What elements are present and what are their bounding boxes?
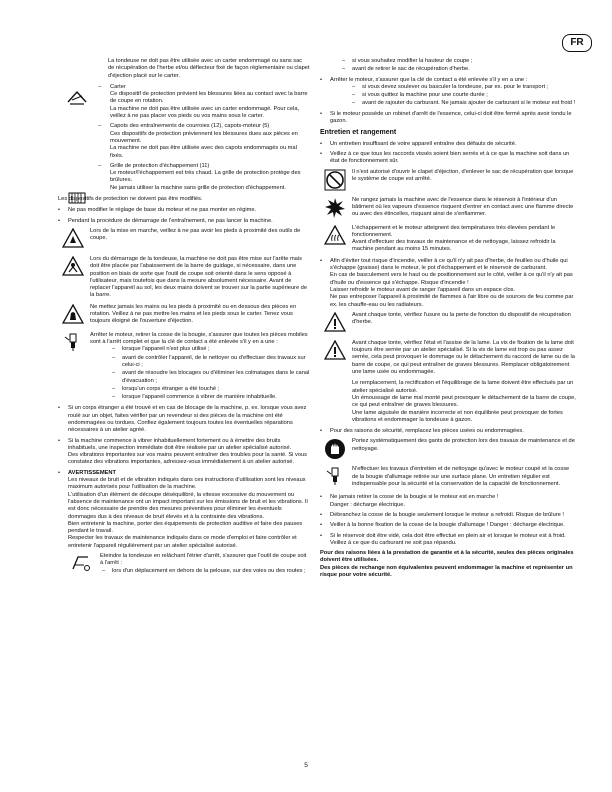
icon-block-blade: Avant chaque tonte, vérifiez l'état et l'assise de la lame. La vis de fixation de la lame doit toujours être serrée par un atelier spécialisé. Si la vis de lame est trop ou pas assez serrée, cela peut provoquer le dommage ou le détachement du raccord de lame ou de la barre de coupe, ce qui peut entraîner de graves blessures. Remplacer obligatoirement une lame usée ou endommagée. [320,340,576,376]
no-open-flap-icon [324,169,346,189]
caution-icon [324,340,346,360]
foot-warning-icon [62,228,84,248]
guard-item-carter: – Carter Ce dispositif de protection prévient les blessures liées au contact avec la barre de coupe en rotation. La machine ne doit pas être utilisée avec un carter endommagé. Pour cela, veillez à ne pas placer vos pieds ou vos mains sous le carter. [98,83,308,120]
bullet-plug-cool: • Débranchez la cosse de la bougie seulement lorsque le moteur a refroidi. Risque de brûlure ! [320,511,564,518]
warning-feet-block: Lors de la mise en marche, veillez à ne pas avoir les pieds à proximité des outils de coupe. [58,228,310,252]
hand-warning-icon [62,304,84,324]
top-dash-item: – si vous souhaitez modifier la hauteur de coupe ; [342,58,473,64]
bullet-engine-setting: • Ne pas modifier le réglage de base du moteur et ne pas monter en régime. [58,207,257,214]
spark-plug-icon [324,466,346,486]
explosion-icon [324,197,346,217]
top-dash-item: – avant de retirer le sac de récupération d'herbe. [342,66,470,73]
guard-item-belt-covers: – Capots des entraînements de courroies (12), capots-moteur (5) Ces dispositifs de protection préviennent les blessures dues aux pièces en mouvement. La machine ne doit pas être utilisée avec des capots endommagés ou mal fixés. [98,123,298,159]
bullet-stop-engine: • Arrêter le moteur, s'assurer que la clé de contact a été enlevée s'il y en a une : – si vous devez soulever ou basculer la tondeuse, par ex. pour le transport ; – si vous quittez la machine pour une courte durée ; – avant de rajouter du carburant. Ne jamais ajouter de carburant si le moteur est froid ! [320,76,576,107]
icon-block-grass-catcher: Avant chaque tonte, vérifiez l'usure ou la perte de fonction du dispositif de récupération d'herbe. [320,312,576,336]
icon-block-gloves: Portez systématiquement des gants de protection lors des travaux de maintenance et de nettoyage. [320,438,576,462]
section-title-maintenance: Entretien et rangement [320,129,397,137]
right-column [320,58,576,579]
icon-block-hot: L'échappement et le moteur atteignent des températures très élevées pendant le fonctionnement. Avant d'effectuer des travaux de maintenance et de nettoyage, laissez refroidir la machine pendant au moins 15 minutes. [320,225,576,254]
lever-dash-item: – lors d'un déplacement en dehors de la pelouse, sur des voies ou des routes ; [102,567,306,574]
guard-item-exhaust-grille: – Grille de protection d'échappement (11) Le moteur/l'échappement est très chaud. La grille de protection protège des brûlures. Ne jamais utiliser la machine sans grille de protection d'échappement. [98,162,301,191]
stop-dash-item: – avant de contrôler l'appareil, de le nettoyer ou d'effectuer des travaux sur celui-ci ; [112,354,306,368]
bullet-tank-empty: • Si le réservoir doit être vidé, cela doit être effectué en plein air et lorsque le moteur est à froid. Veillez à ce que du carburant ne soit pas répandu. [320,532,566,546]
intro-text: La tondeuse ne doit pas être utilisée avec un carter endommagé ou sans sac de récupération de l'herbe et/ou déflecteur fixé de façon réglementaire ou clapet d'éjection placé sur le carter. [108,58,310,79]
stop-lever-icon [70,553,92,573]
gloves-icon [324,438,346,458]
guards-note: Les dispositifs de protection ne doivent pas être modifiés. [58,196,203,203]
stop-dash-item: – avant de rajouter du carburant. Ne jamais ajouter de carburant si le moteur est froid ! [352,100,576,107]
bullet-maint: • Un entretien insuffisant de votre appareil entraîne des défauts de sécurité. [320,140,517,147]
hot-surface-icon [324,225,346,245]
warning-start-block: Lors du démarrage de la tondeuse, la machine ne doit pas être mise sur l'arête mais doit être placée par l'abaissement de la barre de guidage, si nécessaire, dans une position en biais de sorte que l'outil de coupe soit orienté dans le sens opposé à l'utilisateur, mais toutefois que dans la mesure absolument nécessaire. Avant de replacer l'appareil au sol, les deux mains doivent se trouver sur la partie supérieure de la barre. [58,256,310,300]
bullet-fire-risk: • Afin d'éviter tout risque d'incendie, veiller à ce qu'il n'y ait pas d'herbe, de feuilles ou d'huile qui s'échappe (graisse) dans le moteur, le pot d'échappement et le réservoir de carburant. En cas de basculement vers le haut ou de positionnement sur le côté, veiller à ce qu'il n'y ait pas d'huile ou d'essence qui s'échappe. Risque d'incendie ! Laisser refroidir le moteur avant de ranger l'appareil dans un espace clos. Ne pas entreposer l'appareil à proximité de flammes à l'air libre ou de sources de feu comme par ex. les chauffe-eau ou les radiateurs. [320,257,574,308]
blade-note: Le remplacement, la rectification et l'équilibrage de la lame doivent être effectués par un atelier spécialisé autorisé. Un émoussage de lame mal monté peut provoquer le détachement de la barre de coupe, ce qui peut entraîner de graves blessures. Une lame aiguisée de manière incorrecte et non équilibrée peut provoquer de fortes vibrations et endommager la tondeuse à gazon. [352,380,576,423]
bullet-plug-fixed: • Veiller à la bonne fixation de la cosse de la bougie d'allumage ! Danger : décharge électrique. [320,522,565,529]
icon-block-discharge: Il n'est autorisé d'ouvrir le clapet d'éjection, d'enlever le sac de récupération que lorsque le système de coupe est arrêté. [320,169,576,193]
guard-block [58,84,310,192]
stop-dash-item: – lorsque l'appareil commence à vibrer de manière inhabituelle. [112,394,277,401]
spark-plug-icon [62,332,84,352]
stop-dash-item: – lorsque l'appareil n'est plus utilisé ; [112,346,210,353]
warning-hands-block: Ne mettez jamais les mains ou les pieds à proximité ou en dessous des pièces en rotation. Veillez à ne pas mettre les mains et les pieds sous le carter. Tenez vous toujours éloigné de l'ouverture d'éjection. [58,304,310,328]
original-parts-note: Pour des raisons liées à la prestation de garantie et à la sécurité, seules des pièces originales doivent être utilisées. Des pièces de rechange non équivalentes peuvent endommager la machine et représenter un risque pour votre sécurité. [320,550,574,579]
stop-dash-item: – lorsqu'un corps étranger a été touché ; [112,385,220,392]
bullet-vibration: • Si la machine commence à vibrer inhabituellement fortement ou à émettre des bruits inhabituels, une inspection immédiate doit être réalisée par un atelier spécialisé autorisé. Des vibrations importantes sur vos mains peuvent entraîner des troubles pour la santé. Si vous constatez des vibrations importantes, adressez-vous immédiatement à un atelier autorisé. [58,437,307,466]
icon-block-storage: Ne rangez jamais la machine avec de l'essence dans le réservoir à l'intérieur d'un bâtiment où les vapeurs d'essence risquent d'entrer en contact avec une flamme directe ou avec des étincelles, risquant ainsi de s'enflammer. [320,197,576,221]
caution-icon [324,312,346,332]
bullet-foreign-body: • Si un corps étranger a été trouvé et en cas de blocage de la machine, p. ex. lorsque vous avez roulé sur un objet, faites vérifier par un revendeur si des pièces de la machine ont été endommagées ou tordues. Confiez également toujours toutes les éventuelles réparations nécessaires à un atelier agréé. [58,405,307,434]
icon-block-spark-plug: N'effectuer les travaux d'entretien et de nettoyage qu'avec le moteur coupé et la cosse de la bougie d'allumage retirée sur une surface plane. Un entretien régulier est indispensable pour la sécurité et la conservation de la capacité de fonctionnement. [320,466,576,490]
bullet-worn-parts: • Pour des raisons de sécurité, remplacez les pièces usées ou endommagées. [320,428,524,435]
mower-tilt-icon [62,256,84,276]
bullet-warning: • AVERTISSEMENT Les niveaux de bruit et de vibration indiqués dans ces instructions d'utilisation sont les niveaux maximum autorisés pour l'utilisation de la machine. L'utilisation d'un élément de découpe déséquilibré, la vitesse excessive du mouvement ou l'absence de maintenance ont un impact important sur les émissions de bruit et les vibrations. Il est donc nécessaire de prendre des mesures préventives pour éliminer les éventuels dommages dus à des niveaux de bruit élevés et à la contrainte des vibrations. Bien entretenir la machine, porter des équipements de protection auditive et faire des pauses pendant le travail. Respecter les travaux de maintenance indiqués dans ce mode d'emploi et faire contrôler et entretenir l'appareil régulièrement par un atelier spécialisé autorisé. [58,470,310,550]
stop-dash-item: – si vous devez soulever ou basculer la tondeuse, par ex. pour le transport ; [352,83,549,90]
bullet-maint: • Veillez à ce que tous les raccords vissés soient bien serrés et à ce que la machine soit dans un état de fonctionnement sûr. [320,150,570,165]
page-number: 5 [304,762,308,769]
left-column [58,58,310,581]
stop-dash-item: – si vous quittez la machine pour une courte durée ; [352,92,488,99]
language-badge: FR [562,34,592,52]
bullet-start-procedure: • Pendant la procédure de démarrage de l'entraînement, ne pas lancer la machine. [58,217,273,224]
bullet-plug-running: • Ne jamais retirer la cosse de la bougie si le moteur est en marche ! Danger : décharge électrique. [320,494,499,508]
stop-engine-block: Arrêter le moteur, retirer la cosse de la bougie, s'assurer que toutes les pièces mobiles sont à l'arrêt complet et que la clé de contact a été enlevée s'il y en a une : – lorsque l'appareil n'est plus utilisé ; – avant de contrôler l'appareil, de le nettoyer ou d'effectuer des travaux sur celui-ci ; – avant de résoudre les blocages ou d'éliminer les colmatages dans le canal d'évacuation ; – lorsqu'un corps étranger a été touché ; – lorsque l'appareil commence à vibrer de manière inhabituelle. [58,332,310,402]
warning-title: AVERTISSEMENT [68,469,116,476]
stop-dash-item: – avant de résoudre les blocages ou d'éliminer les colmatages dans le canal d'évacuation ; [112,370,310,384]
bullet-fuel-tap: • Si le moteur possède un robinet d'arrêt de l'essence, celui-ci doit être fermé après avoir tondu le gazon. [320,110,572,125]
warning-text: Les niveaux de bruit et de vibration indiqués dans ces instructions d'utilisation sont les niveaux maximum autorisés pour l'utilisation de la machine. L'utilisation d'un élément de découpe déséquilibré, la vitesse excessive du mouvement ou l'absence de maintenance ont un impact important sur les émissions de bruit et les vibrations. Il est donc nécessaire de prendre des mesures préventives pour éliminer les éventuels dommages dus à des niveaux de bruit élevés et à la contrainte des vibrations. Bien entretenir la machine, porter des équipements de protection auditive et faire des pauses pendant le travail. Respecter les travaux de maintenance indiqués dans ce mode d'emploi et faire contrôler et entretenir l'appareil régulièrement par un atelier spécialisé autorisé. [68,477,308,549]
lever-block: Eteindre la tondeuse en relâchant l'étrier d'arrêt, s'assurer que l'outil de coupe soit à l'arrêt : – lors d'un déplacement en dehors de la pelouse, sur des voies ou des routes ; [58,553,310,577]
